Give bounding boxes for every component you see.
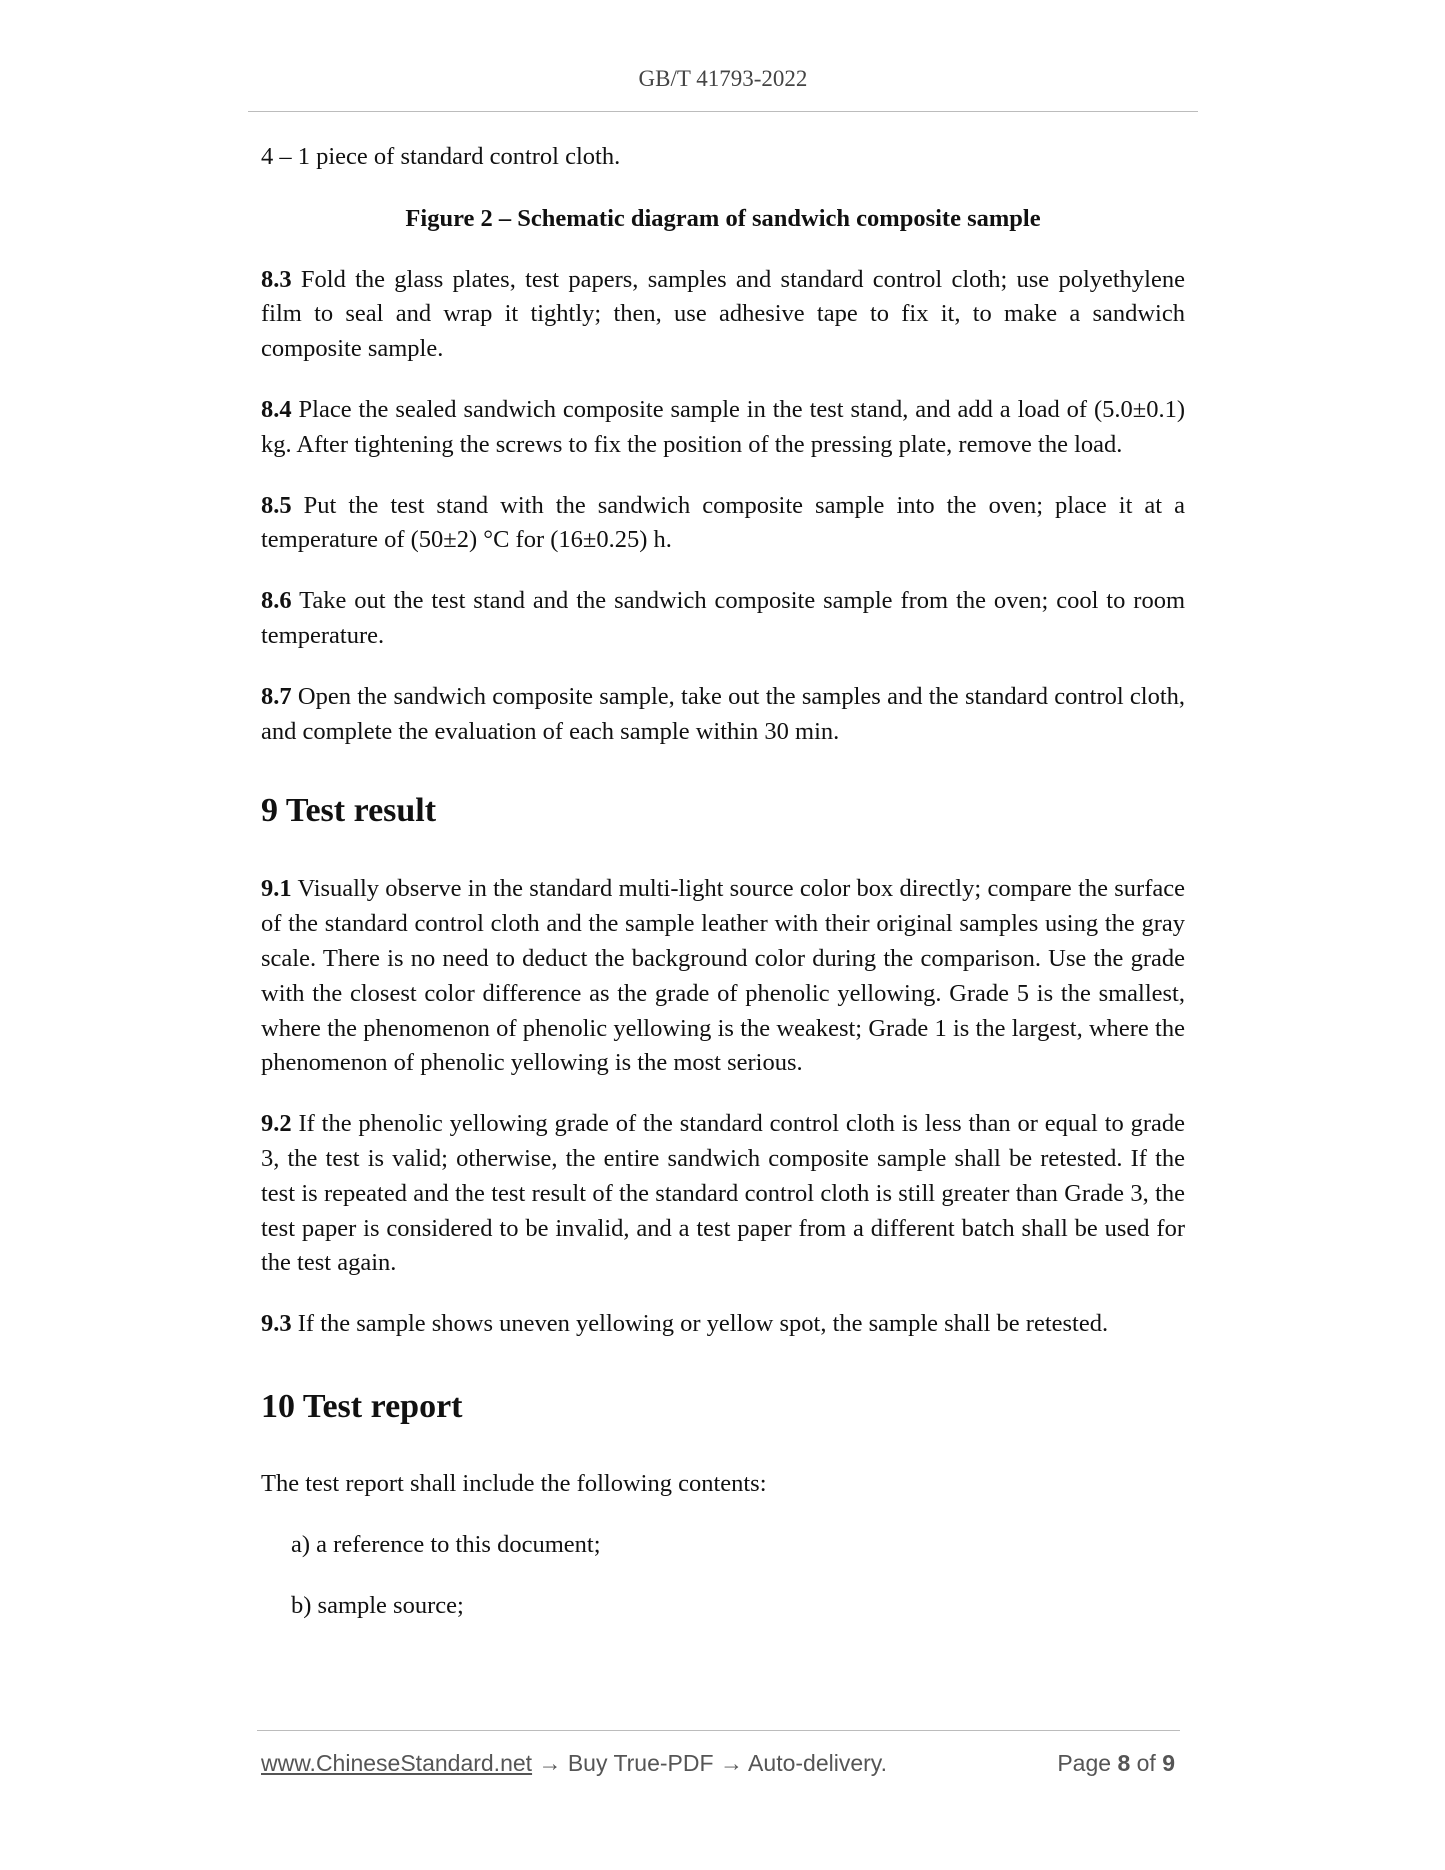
clause-8-7 bbox=[261, 680, 1185, 750]
clause-9-3 bbox=[261, 1307, 1185, 1342]
clause-8-5 bbox=[261, 489, 1185, 559]
of-label: of bbox=[1136, 1750, 1156, 1776]
section-heading-test-result: 9 Test result bbox=[261, 792, 437, 830]
footer-promo bbox=[261, 1750, 887, 1777]
figure-caption: Figure 2 – Schematic diagram of sandwich composite sample bbox=[405, 204, 1041, 232]
page-content bbox=[261, 140, 1185, 1623]
report-list-item: b) sample source; bbox=[291, 1591, 464, 1619]
clause-text: Visually observe in the standard multi-light source color box directly; compare the surface of the standard control cloth and the sample leather with their original samples using the gray scale. There is no need to deduct the background color during the comparison. Use the grade with the closest color difference as the grade of phenolic yellowing. Grade 5 is the smallest, where the phenomenon of phenolic yellowing is the weakest; Grade 1 is the largest, where the phenomenon of phenolic yellowing is the most serious. bbox=[261, 875, 1185, 1077]
clause-text: Open the sandwich composite sample, take out the samples and the standard control cloth, and complete the evaluation of each sample within 30 min. bbox=[261, 682, 1186, 745]
current-page-number: 8 bbox=[1117, 1750, 1131, 1776]
clause-number: 9.2 bbox=[261, 1110, 292, 1138]
document-code-header: GB/T 41793-2022 bbox=[638, 66, 808, 91]
footer-divider bbox=[257, 1730, 1180, 1731]
clause-text: If the sample shows uneven yellowing or yellow spot, the sample shall be retested. bbox=[297, 1310, 1109, 1338]
clause-8-3 bbox=[261, 263, 1185, 367]
clause-text: Put the test stand with the sandwich composite sample into the oven; place it at a temperature of (50±2) °C for (16±0.25) h. bbox=[261, 491, 1185, 554]
clause-text: Place the sealed sandwich composite sample in the test stand, and add a load of (5.0±0.1) kg. After tightening the screws to fix the position of the pressing plate, remove the load. bbox=[261, 395, 1185, 458]
clause-number: 8.5 bbox=[261, 491, 292, 519]
page-label: Page bbox=[1057, 1750, 1112, 1776]
header-divider bbox=[248, 111, 1198, 112]
clause-number: 9.1 bbox=[261, 875, 292, 903]
clause-text: If the phenolic yellowing grade of the standard control cloth is less than or equal to grade 3, the test is valid; otherwise, the entire sandwich composite sample shall be retested. If the test is repeated and the test result of the standard control cloth is still greater than Grade 3, the test paper is considered to be invalid, and a test paper from a different batch shall be used for the test again. bbox=[261, 1110, 1186, 1277]
chinesestandard-link[interactable]: www.ChineseStandard.net bbox=[261, 1750, 533, 1776]
section-heading-test-report: 10 Test report bbox=[261, 1387, 463, 1425]
clause-9-2 bbox=[261, 1107, 1185, 1281]
clause-text: Take out the test stand and the sandwich composite sample from the oven; cool to room temperature. bbox=[261, 587, 1186, 649]
clause-number: 8.7 bbox=[261, 682, 292, 710]
clause-number: 9.3 bbox=[261, 1310, 292, 1338]
clause-9-1 bbox=[261, 872, 1185, 1081]
total-page-count: 9 bbox=[1162, 1750, 1175, 1776]
clause-text: Fold the glass plates, test papers, samples and standard control cloth; use polyethylene film to seal and wrap it tightly; then, use adhesive tape to fix it, to make a sandwich composite sample. bbox=[261, 265, 1185, 363]
clause-number: 8.6 bbox=[261, 587, 292, 615]
report-intro: The test report shall include the following contents: bbox=[261, 1469, 767, 1497]
footer-promo-text: → Buy True-PDF → Auto-delivery. bbox=[538, 1750, 887, 1776]
clause-8-6 bbox=[261, 584, 1185, 654]
clause-number: 8.3 bbox=[261, 265, 292, 293]
report-list-item: a) a reference to this document; bbox=[291, 1530, 601, 1558]
clause-8-4 bbox=[261, 393, 1185, 463]
figure-legend-item: 4 – 1 piece of standard control cloth. bbox=[261, 143, 621, 170]
page-indicator bbox=[1057, 1750, 1175, 1777]
clause-number: 8.4 bbox=[261, 395, 292, 423]
